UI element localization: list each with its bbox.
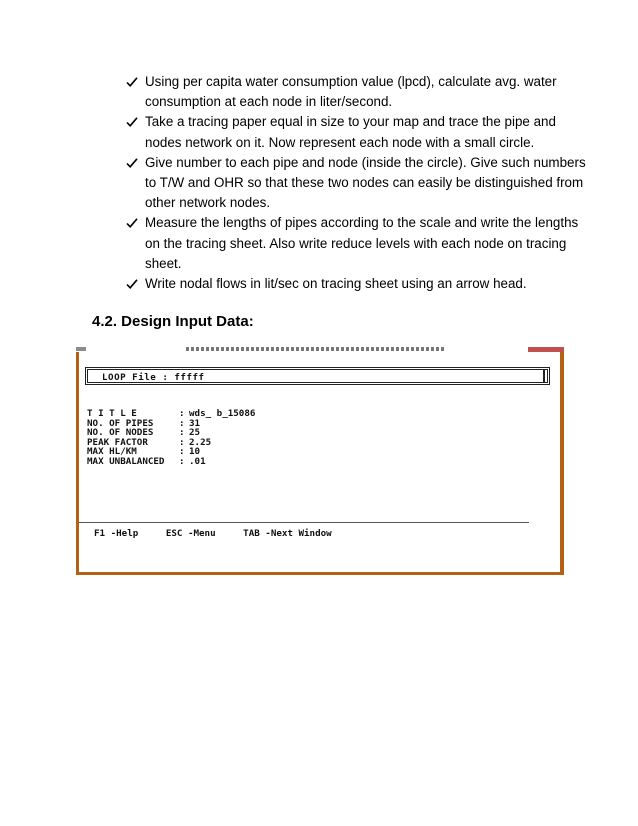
param-row: NO. OF NODES : 25 [87, 427, 201, 439]
checkmark-icon [126, 217, 138, 229]
bullet-text: Measure the lengths of pipes according to the scale and write the lengths on the tracing sheet. Also write reduce levels with each node on tracing sheet. [145, 215, 579, 271]
section-heading: 4.2. Design Input Data: [92, 313, 254, 330]
param-row: MAX HL/KM : 10 [87, 446, 201, 458]
bullet-text: Write nodal flows in lit/sec on tracing sheet using an arrow head. [145, 276, 527, 292]
param-value: 10 [189, 446, 201, 458]
bullet-text: Give number to each pipe and node (inside the circle). Give such numbers to T/W and OHR so that these two nodes can easily be distinguished from other network nodes. [145, 154, 586, 211]
bullet-text: Using per capita water consumption value (lpcd), calculate avg. water consumption at each node in liter/second. [145, 74, 557, 110]
param-key: MAX UNBALANCED [87, 455, 165, 467]
param-key: NO. OF PIPES [87, 417, 154, 429]
console-screen [79, 352, 560, 572]
list-item [126, 112, 596, 152]
param-value: 25 [189, 427, 201, 439]
list-item [126, 213, 596, 274]
function-key-bar [94, 528, 354, 539]
param-row: MAX UNBALANCED : .01 [87, 455, 206, 467]
checkmark-icon [126, 116, 138, 128]
param-row: PEAK FACTOR : 2.25 [87, 436, 212, 448]
box-edge [543, 370, 545, 382]
help-key[interactable]: F1 -Help [94, 528, 139, 539]
menu-key[interactable]: ESC -Menu [165, 528, 216, 539]
list-item [126, 153, 596, 214]
loop-file-box [85, 367, 550, 385]
loop-file-label: LOOP File : fffff [102, 372, 205, 383]
program-screenshot [76, 346, 564, 575]
checkmark-icon [126, 278, 138, 290]
param-row: T I T L E : wds_ b_15086 [87, 408, 256, 419]
param-value: .01 [189, 455, 206, 467]
bullet-list [126, 72, 596, 294]
param-key: NO. OF NODES [87, 427, 154, 439]
param-key: MAX HL/KM [87, 446, 137, 458]
param-row: NO. OF PIPES : 31 [87, 417, 201, 429]
next-window-key[interactable]: TAB -Next Window [243, 528, 332, 539]
bullet-text: Take a tracing paper equal in size to your map and trace the pipe and nodes network on it. Now represent each node with a small circle. [145, 114, 556, 150]
window-mark [76, 347, 86, 351]
param-key: PEAK FACTOR [87, 436, 148, 448]
garbled-title [186, 347, 446, 351]
param-value: 2.25 [189, 436, 212, 448]
list-item [126, 72, 596, 112]
status-divider [79, 522, 529, 523]
parameter-list [87, 409, 255, 467]
param-value: wds_ b_15086 [189, 408, 256, 419]
param-key: T I T L E [87, 408, 137, 419]
list-item [126, 274, 596, 294]
checkmark-icon [126, 76, 138, 88]
checkmark-icon [126, 157, 138, 169]
param-value: 31 [189, 417, 201, 429]
